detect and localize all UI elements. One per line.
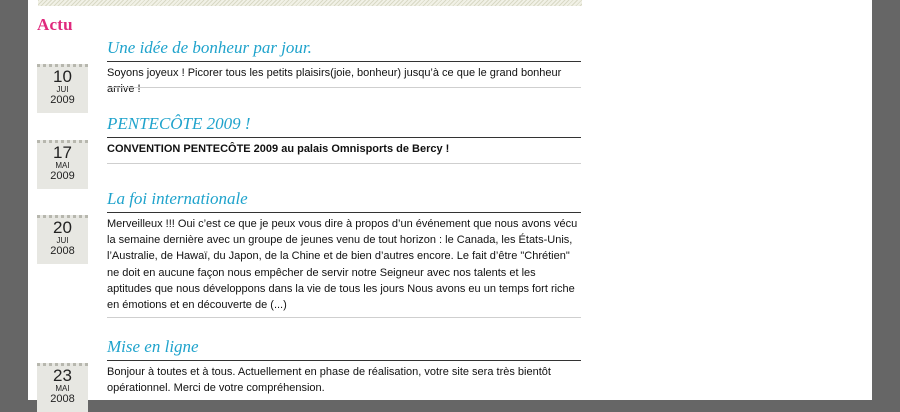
- date-day: 17: [53, 143, 72, 162]
- date-year: 2008: [50, 393, 75, 405]
- top-decorative-stripe: [38, 0, 582, 6]
- article-title-link[interactable]: Une idée de bonheur par jour.: [107, 38, 581, 62]
- date-month: JUI: [56, 236, 69, 245]
- article-divider: [107, 87, 581, 88]
- date-year: 2009: [50, 170, 75, 182]
- date-day: 10: [53, 67, 72, 86]
- date-month: MAI: [55, 384, 70, 393]
- article-summary: Bonjour à toutes et à tous. Actuellement en phase de réalisation, votre site sera très bientôt opérationnel. Merci de votre compréhension.: [107, 366, 551, 394]
- article-summary: Merveilleux !!! Oui c’est ce que je peux vous dire à propos d’un événement que nous avons vécu la semaine dernière avec un groupe de jeunes venu de tout horizon : le Canada, les États-Unis, l’Australie, de Hawaï, du Japon, de la Chine et de bien d’autres encore. Le fait d’être "Chrétien" ne doit en aucune façon nous empêcher de servir notre Seigneur avec nos talents et les aptitudes que nous développons dans la vie de tous les jours Nous avons eu un temps fort riche en émotions et en découverte de (...): [107, 218, 578, 312]
- article-title-link[interactable]: La foi internationale: [107, 189, 581, 213]
- article-summary: Soyons joyeux ! Picorer tous les petits plaisirs(joie, bonheur) jusqu’à ce que le grand bonheur arrive !: [107, 67, 562, 95]
- article-date-badge: [37, 363, 88, 412]
- article-date-badge: [37, 140, 88, 189]
- article-date-badge: [37, 64, 88, 113]
- date-year: 2009: [50, 94, 75, 106]
- article-title-link[interactable]: PENTECÔTE 2009 !: [107, 114, 581, 138]
- date-day: 23: [53, 366, 72, 385]
- date-day: 20: [53, 218, 72, 237]
- article-date-badge: [37, 215, 88, 264]
- article-divider: [107, 163, 581, 164]
- section-title: Actu: [37, 15, 73, 34]
- page-container: [28, 0, 872, 405]
- article-divider: [107, 317, 581, 318]
- article-title-link[interactable]: Mise en ligne: [107, 337, 581, 361]
- article-summary: CONVENTION PENTECÔTE 2009 au palais Omnisports de Bercy !: [107, 143, 450, 155]
- date-year: 2008: [50, 245, 75, 257]
- date-month: JUI: [56, 85, 69, 94]
- date-month: MAI: [55, 161, 70, 170]
